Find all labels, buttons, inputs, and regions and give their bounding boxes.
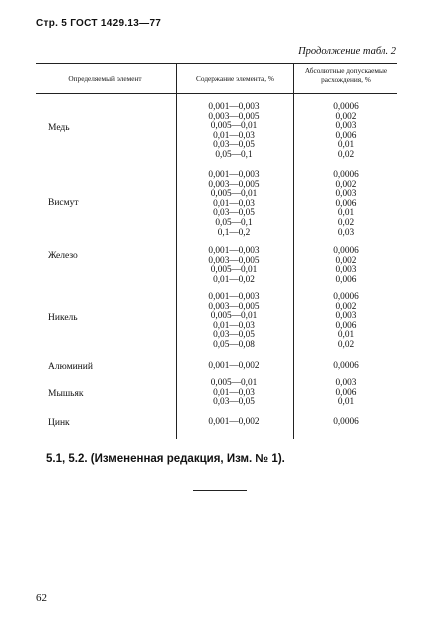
tolerance-value: 0,03	[337, 227, 355, 238]
tolerance-value: 0,006	[335, 130, 357, 141]
tolerance-cell	[308, 103, 384, 161]
tolerance-value: 0,0006	[333, 246, 359, 256]
table-top-rule	[36, 63, 397, 64]
content-range: 0,03—0,05	[213, 397, 255, 408]
content-range-cell	[184, 379, 284, 408]
content-range: 0,01—0,03	[213, 387, 255, 398]
element-name: Висмут	[48, 198, 79, 208]
amendment-note: 5.1, 5.2. (Измененная редакция, Изм. № 1).	[46, 453, 285, 465]
content-range: 0,003—0,005	[208, 255, 260, 266]
element-name: Мышьяк	[48, 389, 84, 399]
tolerance-value: 0,003	[335, 378, 357, 388]
tolerance-value: 0,003	[335, 121, 357, 132]
content-range: 0,003—0,005	[208, 301, 260, 312]
tolerance-value: 0,003	[335, 189, 357, 200]
tolerance-cell	[308, 362, 384, 372]
content-range: 0,03—0,05	[213, 140, 255, 151]
tolerance-value: 0,002	[335, 301, 357, 312]
content-range: 0,01—0,03	[213, 198, 255, 209]
element-name: Медь	[48, 123, 70, 133]
content-range: 0,001—0,003	[208, 170, 260, 180]
element-name: Никель	[48, 313, 78, 323]
tolerance-value: 0,006	[335, 320, 357, 331]
tolerance-cell	[308, 293, 384, 351]
table-header-rule	[36, 93, 397, 94]
table-column-divider-1	[176, 63, 177, 439]
content-range: 0,001—0,003	[208, 292, 260, 302]
content-range: 0,005—0,01	[210, 265, 258, 276]
tolerance-value: 0,0006	[333, 170, 359, 180]
column-header-content: Содержание элемента, %	[196, 74, 274, 83]
element-name: Алюминий	[48, 362, 93, 372]
content-range-cell	[184, 418, 284, 428]
closing-rule	[193, 490, 247, 491]
content-range: 0,005—0,01	[210, 378, 258, 388]
content-range: 0,05—0,08	[213, 339, 255, 350]
content-range: 0,001—0,002	[208, 417, 260, 427]
tolerance-value: 0,003	[335, 311, 357, 322]
content-range: 0,001—0,003	[208, 102, 260, 112]
content-range-cell	[184, 362, 284, 372]
content-range: 0,01—0,03	[213, 130, 255, 141]
tolerance-value: 0,01	[337, 397, 355, 408]
content-range: 0,01—0,02	[213, 274, 255, 285]
tolerance-value: 0,0006	[333, 417, 359, 427]
tolerance-value: 0,006	[335, 387, 357, 398]
content-range: 0,001—0,003	[208, 246, 260, 256]
tolerance-value: 0,01	[337, 140, 355, 151]
tolerance-value: 0,01	[337, 208, 355, 219]
content-range: 0,05—0,1	[215, 217, 253, 228]
tolerance-value: 0,002	[335, 111, 357, 122]
tolerance-cell	[308, 171, 384, 238]
tolerance-value: 0,002	[335, 179, 357, 190]
tolerance-value: 0,006	[335, 198, 357, 209]
tolerance-cell	[308, 379, 384, 408]
tolerance-value: 0,003	[335, 265, 357, 276]
tolerance-value: 0,02	[337, 217, 355, 228]
column-header-tolerance: Абсолютные допускаемые расхождения, %	[304, 66, 388, 84]
page-number: 62	[36, 592, 47, 604]
content-range: 0,03—0,05	[213, 208, 255, 219]
tolerance-cell	[308, 247, 384, 285]
content-range-cell	[184, 171, 284, 238]
column-header-element: Определяемый элемент	[68, 74, 142, 83]
content-range: 0,005—0,01	[210, 311, 258, 322]
content-range-cell	[184, 293, 284, 351]
content-range: 0,001—0,002	[208, 361, 260, 371]
tolerance-value: 0,006	[335, 274, 357, 285]
content-range: 0,003—0,005	[208, 111, 260, 122]
content-range: 0,1—0,2	[217, 227, 251, 238]
tolerance-value: 0,0006	[333, 102, 359, 112]
content-range: 0,01—0,03	[213, 320, 255, 331]
content-range: 0,003—0,005	[208, 179, 260, 190]
content-range-cell	[184, 247, 284, 285]
table-continuation-label: Продолжение табл. 2	[298, 46, 396, 57]
tolerance-value: 0,02	[337, 149, 355, 160]
tolerance-value: 0,02	[337, 339, 355, 350]
tolerance-value: 0,0006	[333, 292, 359, 302]
tolerance-value: 0,01	[337, 330, 355, 341]
table-column-divider-2	[293, 63, 294, 439]
content-range: 0,005—0,01	[210, 189, 258, 200]
tolerance-value: 0,002	[335, 255, 357, 266]
content-range: 0,03—0,05	[213, 330, 255, 341]
page-header: Стр. 5 ГОСТ 1429.13—77	[36, 18, 162, 29]
tolerance-value: 0,0006	[333, 361, 359, 371]
content-range-cell	[184, 103, 284, 161]
element-name: Железо	[48, 251, 78, 261]
content-range: 0,005—0,01	[210, 121, 258, 132]
content-range: 0,05—0,1	[215, 149, 253, 160]
element-name: Цинк	[48, 418, 70, 428]
tolerance-cell	[308, 418, 384, 428]
